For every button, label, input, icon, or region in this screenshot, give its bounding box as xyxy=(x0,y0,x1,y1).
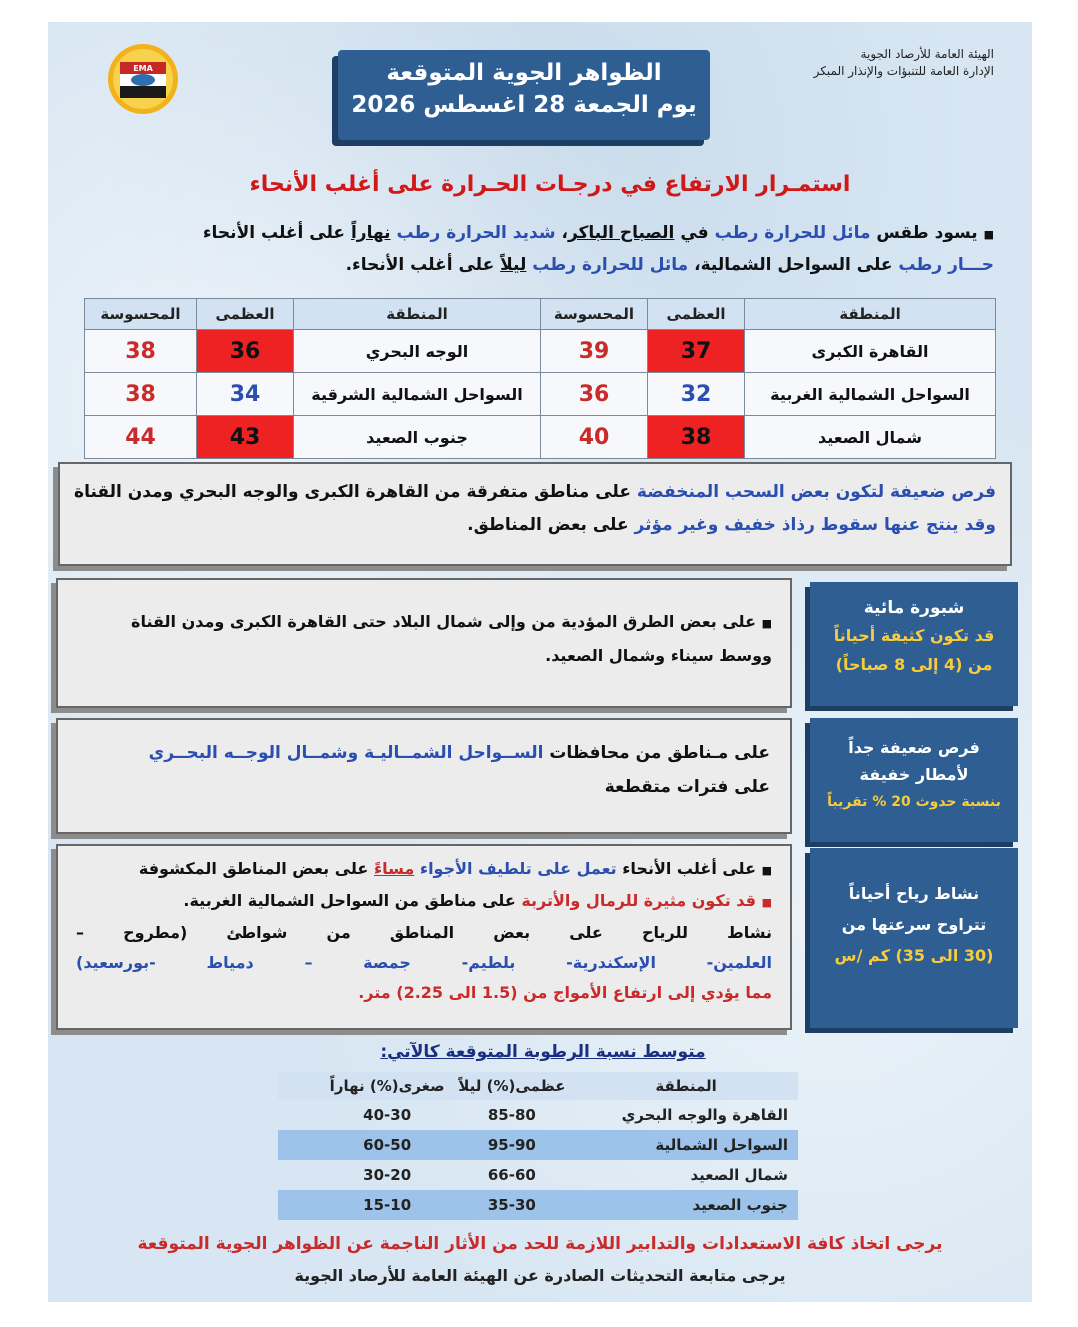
bullet-icon: ■ xyxy=(983,228,994,241)
region-cell: السواحل الشمالية الغربية xyxy=(745,373,996,416)
humidity-header-row xyxy=(278,1072,798,1100)
follow-updates-note: يرجى متابعة التحديثات الصادرة عن الهيئة العامة للأرصاد الجوية xyxy=(294,1266,786,1285)
humidity-header-max: عظمى(%) ليلاً xyxy=(450,1072,575,1100)
intro-line-2: حـــار رطب على السواحل الشمالية، مائل للحرارة رطب ليلاً على أغلب الأنحاء. xyxy=(345,255,994,275)
humidity-region: شمال الصعيد xyxy=(690,1166,788,1184)
rain-side-panel xyxy=(810,718,1018,842)
region-cell: السواحل الشمالية الشرقية xyxy=(294,373,541,416)
fog-details-box xyxy=(56,578,792,708)
fog-title: شبورة مائية xyxy=(863,598,965,618)
table-row xyxy=(85,330,996,373)
max-temp-cell: 43 xyxy=(197,416,294,459)
forecast-sheet xyxy=(48,22,1032,1302)
table-row xyxy=(85,373,996,416)
fog-side-panel xyxy=(810,582,1018,706)
region-cell: القاهرة الكبرى xyxy=(745,330,996,373)
humidity-min: 30-20 xyxy=(363,1166,412,1184)
temperature-table xyxy=(84,298,996,459)
rain-probability: بنسبة حدوث 20 % تقريباً xyxy=(827,794,1001,810)
humidity-region: جنوب الصعيد xyxy=(574,1190,798,1220)
low-clouds-box xyxy=(58,462,1012,566)
humidity-max: 85-80 xyxy=(487,1106,536,1124)
table-row xyxy=(278,1100,798,1130)
bullet-icon: ■ xyxy=(761,617,772,630)
svg-text:EMA: EMA xyxy=(133,64,153,73)
rain-details-text: على مـناطق من محافظات الســواحل الشمــاليـة وشمــال الوجــه البحــري على فترات متقطعة xyxy=(148,743,770,797)
preparedness-warning: يرجى اتخاذ كافة الاستعدادات والتدابير اللازمة للحد من الأثار الناجمة عن الظواهر الجوية المتوقعة xyxy=(137,1234,943,1254)
wind-details-box xyxy=(56,844,792,1030)
title-banner xyxy=(338,50,710,140)
humidity-table xyxy=(278,1072,798,1220)
table-header-row xyxy=(85,299,996,330)
fog-time: من (4 إلى 8 صباحاً) xyxy=(835,655,993,674)
max-temp-cell: 32 xyxy=(648,373,745,416)
rain-chance: فرص ضعيفة جداً xyxy=(848,738,980,757)
wind-speed: (30 الى 35) كم /س xyxy=(834,946,994,965)
header-region: المنطقة xyxy=(294,299,541,330)
humidity-region: السواحل الشمالية xyxy=(574,1130,798,1160)
wind-side-panel xyxy=(810,848,1018,1028)
humidity-region: القاهرة والوجه البحري xyxy=(621,1106,788,1124)
max-temp-cell: 34 xyxy=(197,373,294,416)
rain-details-box xyxy=(56,718,792,834)
feels-like-cell: 36 xyxy=(541,373,648,416)
feels-like-cell: 44 xyxy=(85,416,197,459)
bullet-icon: ■ xyxy=(761,896,772,909)
humidity-min: 15-10 xyxy=(325,1190,450,1220)
humidity-min: 60-50 xyxy=(325,1130,450,1160)
table-row xyxy=(278,1190,798,1220)
header-feels: المحسوسة xyxy=(85,299,197,330)
table-row xyxy=(85,416,996,459)
intro-line-1: ■ يسود طقس مائل للحرارة رطب في الصباح الباكر، شديد الحرارة رطب نهاراً على أغلب الأنحاء xyxy=(202,223,994,243)
feels-like-cell: 40 xyxy=(541,416,648,459)
header-max: العظمى xyxy=(197,299,294,330)
table-row xyxy=(278,1160,798,1190)
header-max: العظمى xyxy=(648,299,745,330)
bullet-icon: ■ xyxy=(761,864,772,877)
region-cell: جنوب الصعيد xyxy=(294,416,541,459)
header-region: المنطقة xyxy=(745,299,996,330)
rain-type: لأمطار خفيفة xyxy=(859,765,969,784)
feels-like-cell: 38 xyxy=(85,373,197,416)
max-temp-cell: 36 xyxy=(197,330,294,373)
wind-speed-label: تتراوح سرعتها من xyxy=(841,915,987,934)
table-row xyxy=(278,1130,798,1160)
wind-details-text: ■ على أغلب الأنحاء تعمل على تلطيف الأجواء مساءً على بعض المناطق المكشوفة ■ قد تكون مثيرة للرمال والأتربة على مناطق من السواحل الشمالية الغربية. نشاط للرياح على بعض المناطق من شواطئ (مطروح – العلمين- الإسكندرية- بلطيم- جمصة – دمياط -بورسعيد) مما يؤدي إلى ارتفاع الأمواج من (1.5 الى 2.25) متر. xyxy=(76,859,772,1002)
page-title: الظواهر الجوية المتوقعة xyxy=(386,60,662,86)
intro-paragraph xyxy=(64,218,994,281)
humidity-max: 95-90 xyxy=(450,1130,575,1160)
region-cell: شمال الصعيد xyxy=(745,416,996,459)
fog-details-text: ■ على بعض الطرق المؤدية من وإلى شمال البلاد حتى القاهرة الكبرى ومدن القناة ووسط سيناء وشمال الصعيد. xyxy=(131,612,772,665)
humidity-header-min: صغرى(%) نهاراً xyxy=(325,1072,450,1100)
feels-like-cell: 38 xyxy=(85,330,197,373)
ema-logo xyxy=(106,42,180,116)
wind-activity: نشاط رياح أحياناً xyxy=(848,884,980,903)
humidity-min: 40-30 xyxy=(363,1106,412,1124)
forecast-date: يوم الجمعة 28 اغسطس 2026 xyxy=(351,92,697,118)
humidity-header-region: المنطقة xyxy=(574,1072,798,1100)
headline: استمـرار الارتفاع في درجـات الحـرارة على أغلب الأنحاء xyxy=(249,172,851,197)
max-temp-cell: 37 xyxy=(648,330,745,373)
fog-density: قد تكون كثيفة أحياناً xyxy=(833,626,995,645)
region-cell: الوجه البحري xyxy=(294,330,541,373)
low-clouds-text: فرص ضعيفة لتكون بعض السحب المنخفضة على مناطق متفرقة من القاهرة الكبرى والوجه البحري ومدن القناة وقد ينتج عنها سقوط رذاذ خفيف وغير مؤثر على بعض المناطق. xyxy=(74,482,996,535)
humidity-title: متوسط نسبة الرطوبة المتوقعة كالآتي: xyxy=(380,1042,706,1062)
feels-like-cell: 39 xyxy=(541,330,648,373)
org-name: الهيئة العامة للأرصاد الجوية xyxy=(860,47,994,61)
organization-header xyxy=(814,46,994,80)
max-temp-cell: 38 xyxy=(648,416,745,459)
humidity-max: 66-60 xyxy=(487,1166,536,1184)
header-feels: المحسوسة xyxy=(541,299,648,330)
humidity-max: 35-30 xyxy=(450,1190,575,1220)
org-department: الإدارة العامة للتنبؤات والإنذار المبكر xyxy=(813,64,994,78)
